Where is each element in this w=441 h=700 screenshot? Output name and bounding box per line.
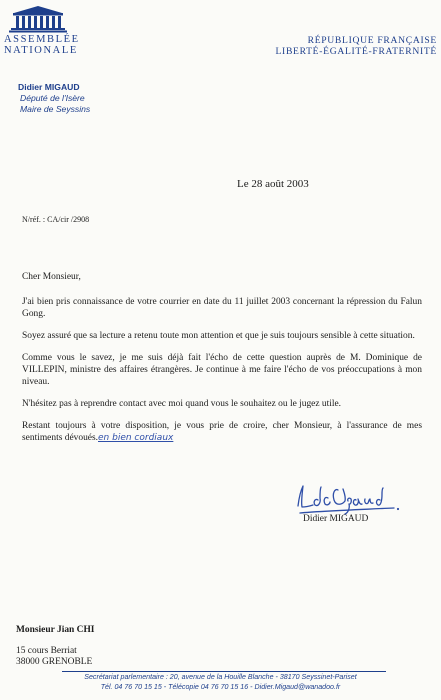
closing-paragraph: [22, 420, 422, 444]
sender-name: Didier MIGAUD: [18, 82, 80, 92]
footer: [0, 673, 441, 692]
sender-role-maire: Maire de Seyssins: [20, 103, 91, 114]
letter-reference: N/réf. : CA/cir /2908: [22, 215, 90, 224]
sender-role-depute: Député de l'Isère: [20, 93, 85, 103]
nationale-line: NATIONALE: [4, 45, 78, 56]
republique-francaise-header: [275, 36, 437, 57]
footer-contact: Tél. 04 76 70 15 15 - Télécopie 04 76 70 15 16 - Didier.Migaud@wanadoo.fr: [100, 682, 341, 691]
footer-divider: [62, 671, 386, 672]
paragraph-3: Comme vous le savez, je me suis déjà fait l'écho de cette question auprès de M. Dominique de VILLEPIN, ministre des affaires étrangères. Je continue à me faire l'écho de vos préoccupations à mon niveau.: [22, 353, 422, 387]
salutation: Cher Monsieur,: [22, 272, 81, 282]
paragraph-1: J'ai bien pris connaissance de votre courrier en date du 11 juillet 2003 concernant la répression du Falun Gong.: [22, 297, 422, 319]
assemblee-nationale-wordmark: [4, 34, 80, 56]
recipient-address-block: [16, 625, 94, 669]
letter-date: Le 28 août 2003: [237, 178, 309, 190]
paragraph-2: Soyez assuré que sa lecture a retenu toute mon attention et que je suis toujours sensible à cette situation.: [22, 331, 415, 341]
closing-text: Restant toujours à votre disposition, je vous prie de croire, cher Monsieur, à l'assurance de mes sentiments dévoués.: [22, 421, 422, 443]
paragraph-4: N'hésitez pas à reprendre contact avec moi quand vous le souhaitez ou le jugez utile.: [22, 399, 342, 409]
recipient-name: Monsieur Jian CHI: [16, 625, 95, 635]
assemblee-nationale-logo-icon: [8, 5, 68, 33]
sender-block: [18, 82, 90, 114]
footer-address: Secrétariat parlementaire : 20, avenue de la Houille Blanche - 38170 Seyssinet-Pariset: [84, 673, 357, 681]
republique-line: RÉPUBLIQUE FRANÇAISE: [307, 35, 437, 46]
letter-body: [22, 271, 422, 454]
handwritten-closing: en bien cordiaux: [98, 433, 174, 443]
recipient-street: 15 cours Berriat: [16, 645, 77, 656]
recipient-city: 38000 GRENOBLE: [16, 657, 93, 667]
motto-line: LIBERTÉ-ÉGALITÉ-FRATERNITÉ: [275, 45, 437, 57]
handwritten-signature-icon: [290, 480, 410, 518]
signature-name: Didier MIGAUD: [303, 514, 369, 524]
assemblee-line: ASSEMBLÉE: [4, 34, 80, 45]
